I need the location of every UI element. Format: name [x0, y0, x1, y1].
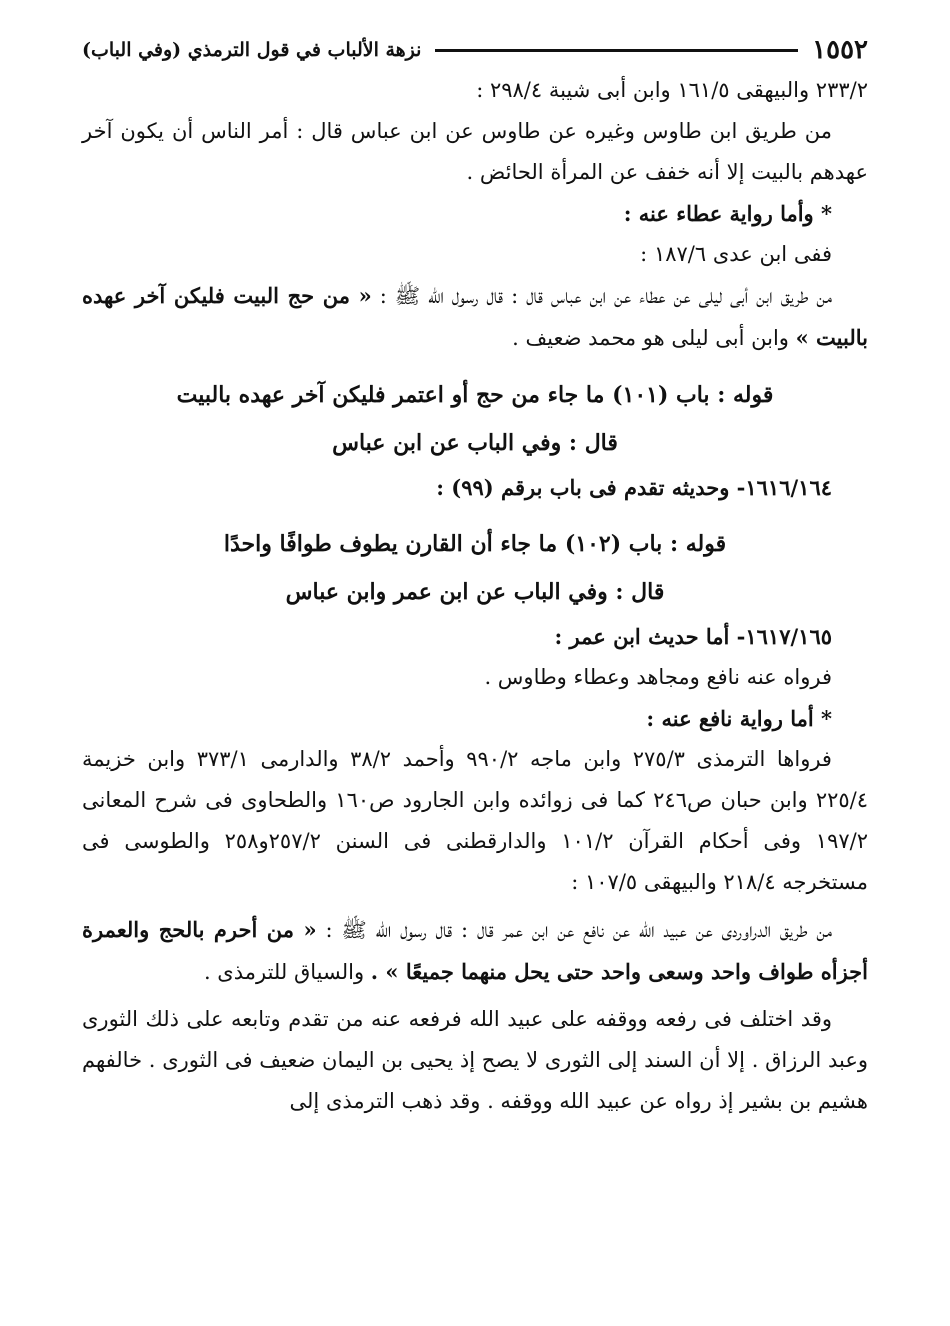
paragraph: فرواه عنه نافع ومجاهد وعطاء وطاوس . — [484, 665, 832, 689]
text-span: وابن أبى ليلى هو محمد ضعيف . — [512, 326, 789, 350]
paragraph: وقد اختلف فى رفعه ووقفه على عبيد الله فرفعه عنه من تقدم وتابعه على ذلك الثورى وعبد الرزاق . إلا أن السند إلى الثورى لا يصح إذ يحيى بن اليمان ضعيف فى الثورى . خالفهم هشيم بن بشير إذ رواه عن عبيد الله ووقفه . وقد ذهب الترمذى إلى — [82, 1007, 868, 1113]
chapter-subheading: قال : وفي الباب عن ابن عباس — [332, 430, 618, 456]
text-span: من طريق ابن أبى ليلى عن عطاء عن ابن عباس قال : قال رسول الله ﷺ : — [379, 284, 832, 308]
text-span: من طريق الدراوردى عن عبيد الله عن نافع عن ابن عمر قال : قال رسول الله ﷺ : — [325, 918, 832, 942]
section-note: * وأما رواية عطاء عنه : — [623, 201, 832, 226]
paragraph: ٢٣٣/٢ والبيهقى ١٦١/٥ وابن أبى شيبة ٢٩٨/٤ : — [476, 78, 868, 102]
page-header — [82, 30, 868, 70]
hadith-quote: « من أحرم بالحج والعمرة أجزأه طواف واحد وسعى واحد حتى يحل منهما جميعًا » . — [82, 917, 868, 984]
running-title: نزهة الألباب في قول الترمذي (وفي الباب) — [82, 39, 422, 61]
chapter-heading: قوله : باب (١٠١) ما جاء من حج أو اعتمر فليكن آخر عهده بالبيت — [176, 382, 774, 408]
paragraph — [82, 909, 868, 993]
spacer — [82, 359, 868, 371]
paragraph — [82, 275, 868, 359]
page-body — [82, 70, 868, 1122]
hadith-number-line: ١٦١٦/١٦٤- وحديثه تقدم فى باب برقم (٩٩) : — [436, 475, 832, 500]
chapter-subheading: قال : وفي الباب عن ابن عمر وابن عباس — [285, 579, 665, 605]
spacer — [82, 508, 868, 520]
page-number: ١٥٥٢ — [812, 35, 868, 65]
book-page — [82, 30, 868, 1326]
hadith-number-line: ١٦١٧/١٦٥- أما حديث ابن عمر : — [554, 624, 832, 649]
section-note: * أما رواية نافع عنه : — [646, 706, 832, 731]
chapter-heading: قوله : باب (١٠٢) ما جاء أن القارن يطوف طوافًا واحدًا — [223, 531, 727, 557]
paragraph: من طريق ابن طاوس وغيره عن طاوس عن ابن عباس قال : أمر الناس أن يكون آخر عهدهم بالبيت إلا أنه خفف عن المرأة الحائض . — [82, 119, 868, 184]
paragraph: فرواها الترمذى ٢٧٥/٣ وابن ماجه ٩٩٠/٢ وأحمد ٣٨/٢ والدارمى ٣٧٣/١ وابن خزيمة ٢٢٥/٤ وابن حبان ص٢٤٦ كما فى زوائده وابن الجارود ص١٦٠ والطحاوى فى شرح المعانى ١٩٧/٢ وفى أحكام القرآن ١٠١/٢ والدارقطنى فى السنن ٢٥٧/٢و٢٥٨ والطوسى فى مستخرجه ٢١٨/٤ والبيهقى ١٠٧/٥ : — [82, 747, 869, 894]
text-span: والسياق للترمذى . — [203, 960, 365, 984]
hadith-quote: « من حج البيت فليكن آخر عهده بالبيت » — [82, 283, 868, 350]
header-rule — [435, 49, 798, 52]
paragraph: ففى ابن عدى ١٨٧/٦ : — [640, 242, 832, 266]
